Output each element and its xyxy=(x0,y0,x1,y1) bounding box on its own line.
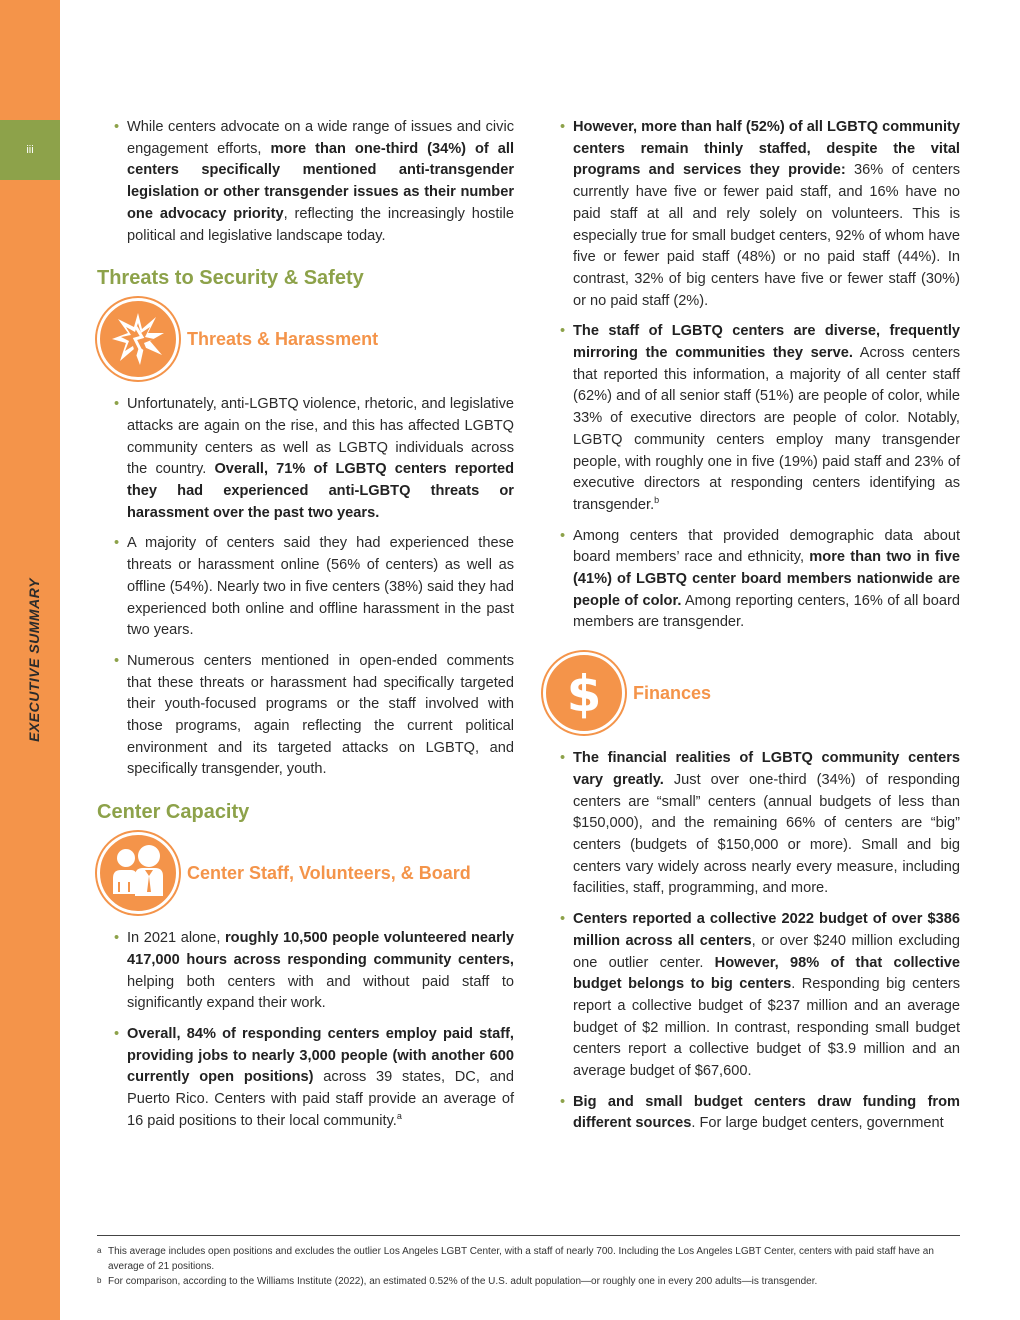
finances-subtitle: Finances xyxy=(633,682,712,703)
staff-subheading xyxy=(97,832,514,914)
threats-subheading xyxy=(97,298,514,380)
right-column xyxy=(558,117,960,1144)
section-label: EXECUTIVE SUMMARY xyxy=(26,578,42,742)
finances-subheading xyxy=(543,652,960,734)
threat-burst-icon xyxy=(97,298,179,380)
paid-staff-bullet: • Overall, 84% of responding centers employ paid staff, providing jobs to nearly 3,000 people (with another 600 currently open positions) across 39 states, DC, and Puerto Rico. Centers with paid staff provide an average of 16 paid positions to their local community.$^a$ xyxy=(112,1024,514,1133)
thin-staff-bullet: • However, more than half (52%) of all LGBTQ community centers remain thinly staffed, despite the vital programs and services they provide: 36% of centers currently have five or fewer paid staff, and 16% have no paid staff at all and rely solely on volunteers. This is especially true for small budget centers, 92% of whom have five or fewer paid staff (48%) or no paid staff (44%). In contrast, 32% of big centers have five or fewer staff (30%) or no paid staff (2%). xyxy=(558,117,960,312)
threats-subtitle: Threats & Harassment xyxy=(187,328,379,349)
staff-subtitle: Center Staff, Volunteers, & Board xyxy=(187,862,471,883)
dollar-icon xyxy=(543,652,625,734)
footnote-ref-b[interactable]: b xyxy=(654,495,660,506)
financial-realities-bullet: • The financial realities of LGBTQ community centers vary greatly. Just over one-third (34%) of responding centers are “small” centers (annual budgets of less than $150,000), and the remaining 66% of centers are “big” centers (budgets of $150,000 or more). Small and big centers vary widely across nearly every measure, including facilities, staff, programming, and more. xyxy=(558,748,960,900)
people-group-icon xyxy=(97,832,179,914)
page-number: iii xyxy=(0,120,60,180)
collective-budget-bullet: • Centers reported a collective 2022 budget of over $386 million across all centers, or over $240 million excluding one outlier center. However, 98% of that collective budget belongs to big centers. Responding big centers report a collective budget of $237 million and an average budget of $2 million. In contrast, responding small budget centers report a collective budget of $3.9 million and an average budget of $67,600. xyxy=(558,909,960,1083)
capacity-section-title: Center Capacity xyxy=(97,801,250,824)
threats-section-title: Threats to Security & Safety xyxy=(97,267,364,290)
threats-bullet-1: • Unfortunately, anti-LGBTQ violence, rhetoric, and legislative attacks are again on the rise, and this has affected LGBTQ community centers as well as LGBTQ individuals across the country. Overall, 71% of LGBTQ centers reported they had experienced anti-LGBTQ threats or harassment over the past two years. xyxy=(112,394,514,524)
footnote-a: a This average includes open positions and excludes the outlier Los Angeles LGBT Center, with a staff of nearly 700. Including the Los Angeles LGBT Center, centers with paid staff have an average of 21 positions. xyxy=(97,1246,934,1272)
side-band xyxy=(0,0,60,1320)
svg-text:$: $ xyxy=(566,665,602,722)
footnote-b: b For comparison, according to the Williams Institute (2022), an estimated 0.52% of the U.S. adult population—or roughly one in every 200 adults—is transgender. xyxy=(97,1276,818,1287)
footnote-ref-a[interactable]: a xyxy=(396,1110,402,1121)
footnotes xyxy=(97,1235,960,1289)
funding-sources-bullet: • Big and small budget centers draw funding from different sources. For large budget centers, government xyxy=(558,1092,960,1135)
volunteers-bullet: • In 2021 alone, roughly 10,500 people volunteered nearly 417,000 hours across responding community centers, helping both centers with and without paid staff to significantly expand their work. xyxy=(112,928,514,1015)
left-column xyxy=(97,117,515,1142)
threats-bullet-2: • A majority of centers said they had experienced these threats or harassment online (56% of centers) as well as offline (54%). Nearly two in five centers (38%) said they had experienced both online and offline harassment in the past two years. xyxy=(112,533,514,642)
diverse-staff-bullet: • The staff of LGBTQ centers are diverse, frequently mirroring the communities they serve. Across centers that reported this information, a majority of all center staff (62%) and of all senior staff (51%) are people of color, while 33% of executive directors are people of color. Notably, LGBTQ community centers employ many transgender people, with roughly one in five (19%) paid staff and 23% of executive directors at responding centers identifying as transgender.$^b$ xyxy=(558,321,960,516)
board-members-bullet: • Among centers that provided demographic data about board members’ race and ethnicity, more than two in five (41%) of LGBTQ center board members nationwide are people of color. Among reporting centers, 16% of all board members are transgender. xyxy=(558,526,960,635)
threats-bullet-3: • Numerous centers mentioned in open-ended comments that these threats or harassment had specifically targeted their youth-focused programs or the staff involved with those programs, again reflecting the current political environment and its targeted attacks on LGBTQ, and specifically transgender, youth. xyxy=(112,651,514,781)
advocacy-priority-bullet: • While centers advocate on a wide range of issues and civic engagement efforts, more than one-third (34%) of all centers specifically mentioned anti-transgender legislation or other transgender issues as their number one advocacy priority, reflecting the increasingly hostile political and legislative landscape today. xyxy=(112,117,514,247)
